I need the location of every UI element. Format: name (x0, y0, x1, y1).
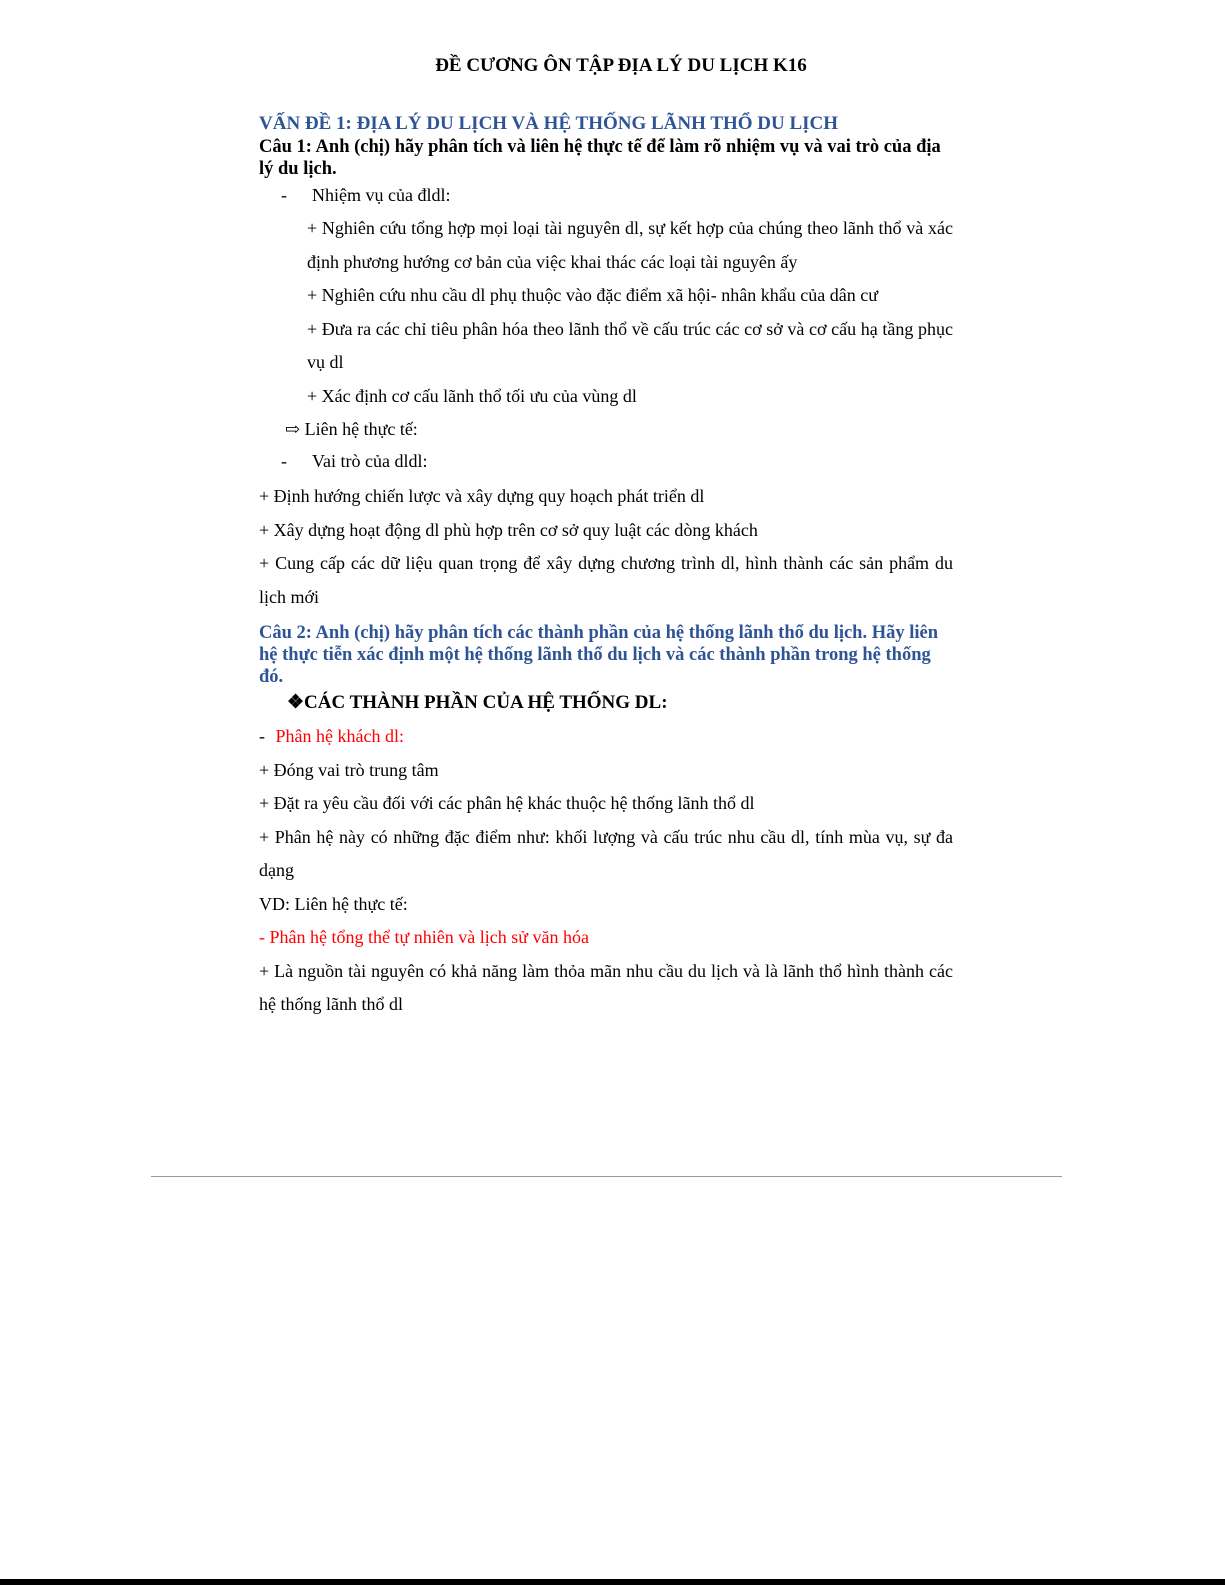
task-item: + Xác định cơ cấu lãnh thổ tối ưu của vùng dl (307, 385, 637, 406)
role-item: + Cung cấp các dữ liệu quan trọng để xây dựng chương trình dl, hình thành các sản phẩm du lịch mới (259, 553, 953, 607)
bottom-edge-bar (0, 1579, 1225, 1585)
roles-list (259, 480, 953, 614)
page-divider (151, 1176, 1062, 1177)
question-1: Câu 1: Anh (chị) hãy phân tích và liên hệ thực tế để làm rõ nhiệm vụ và vai trò của địa lý du lịch. (259, 137, 941, 179)
subsystem-1-item: + Phân hệ này có những đặc điểm như: khối lượng và cấu trúc nhu cầu dl, tính mùa vụ, sự đa dạng (259, 826, 953, 880)
dash-marker: - (259, 726, 265, 746)
tasks-label-item (259, 180, 953, 210)
subsystem-2-label: - Phân hệ tổng thể tự nhiên và lịch sử văn hóa (259, 927, 589, 947)
example-line: VD: Liên hệ thực tế: (259, 893, 408, 914)
tasks-list (259, 212, 953, 413)
practice-link-text: Liên hệ thực tế: (304, 419, 418, 439)
subsystem-1-label: Phân hệ khách dl: (275, 726, 404, 746)
document-title: ĐỀ CƯƠNG ÔN TẬP ĐỊA LÝ DU LỊCH K16 (435, 55, 807, 76)
section-heading: VẤN ĐỀ 1: ĐỊA LÝ DU LỊCH VÀ HỆ THỐNG LÃNH THỔ DU LỊCH (259, 113, 839, 134)
task-item: + Nghiên cứu tổng hợp mọi loại tài nguyên dl, sự kết hợp của chúng theo lãnh thổ và xác định phương hướng cơ bản của việc khai thác các loại tài nguyên ấy (307, 218, 953, 272)
task-item: + Đưa ra các chỉ tiêu phân hóa theo lãnh thổ về cấu trúc các cơ sở và cơ cấu hạ tầng phục vụ dl (307, 318, 953, 372)
task-item: + Nghiên cứu nhu cầu dl phụ thuộc vào đặc điểm xã hội- nhân khẩu của dân cư (307, 285, 878, 305)
tasks-label: Nhiệm vụ của đldl: (312, 185, 451, 205)
arrow-icon: ⇨ (285, 419, 301, 439)
dash-marker: - (281, 185, 287, 205)
subsystem-2-item: + Là nguồn tài nguyên có khả năng làm thỏa mãn nhu cầu du lịch và là lãnh thổ hình thành các hệ thống lãnh thổ dl (259, 960, 953, 1014)
dash-marker: - (281, 451, 287, 471)
roles-label-item (259, 446, 953, 476)
practice-link-line (259, 413, 953, 446)
subsystem-1-line (259, 720, 953, 754)
question-2: Câu 2: Anh (chị) hãy phân tích các thành phần của hệ thống lãnh thổ du lịch. Hãy liên hệ thực tiễn xác định một hệ thống lãnh thổ du lịch và các thành phần trong hệ thống đó. (259, 623, 939, 687)
role-item: + Xây dựng hoạt động dl phù hợp trên cơ sở quy luật các dòng khách (259, 519, 758, 540)
document-content (259, 50, 953, 1022)
components-heading: ❖CÁC THÀNH PHẦN CỦA HỆ THỐNG DL: (287, 692, 668, 713)
role-item: + Định hướng chiến lược và xây dựng quy hoạch phát triển dl (259, 486, 705, 506)
subsystem-1-item: + Đặt ra yêu cầu đối với các phân hệ khác thuộc hệ thống lãnh thổ dl (259, 793, 755, 813)
roles-label: Vai trò của dldl: (312, 451, 428, 471)
subsystem-1-item: + Đóng vai trò trung tâm (259, 759, 439, 780)
